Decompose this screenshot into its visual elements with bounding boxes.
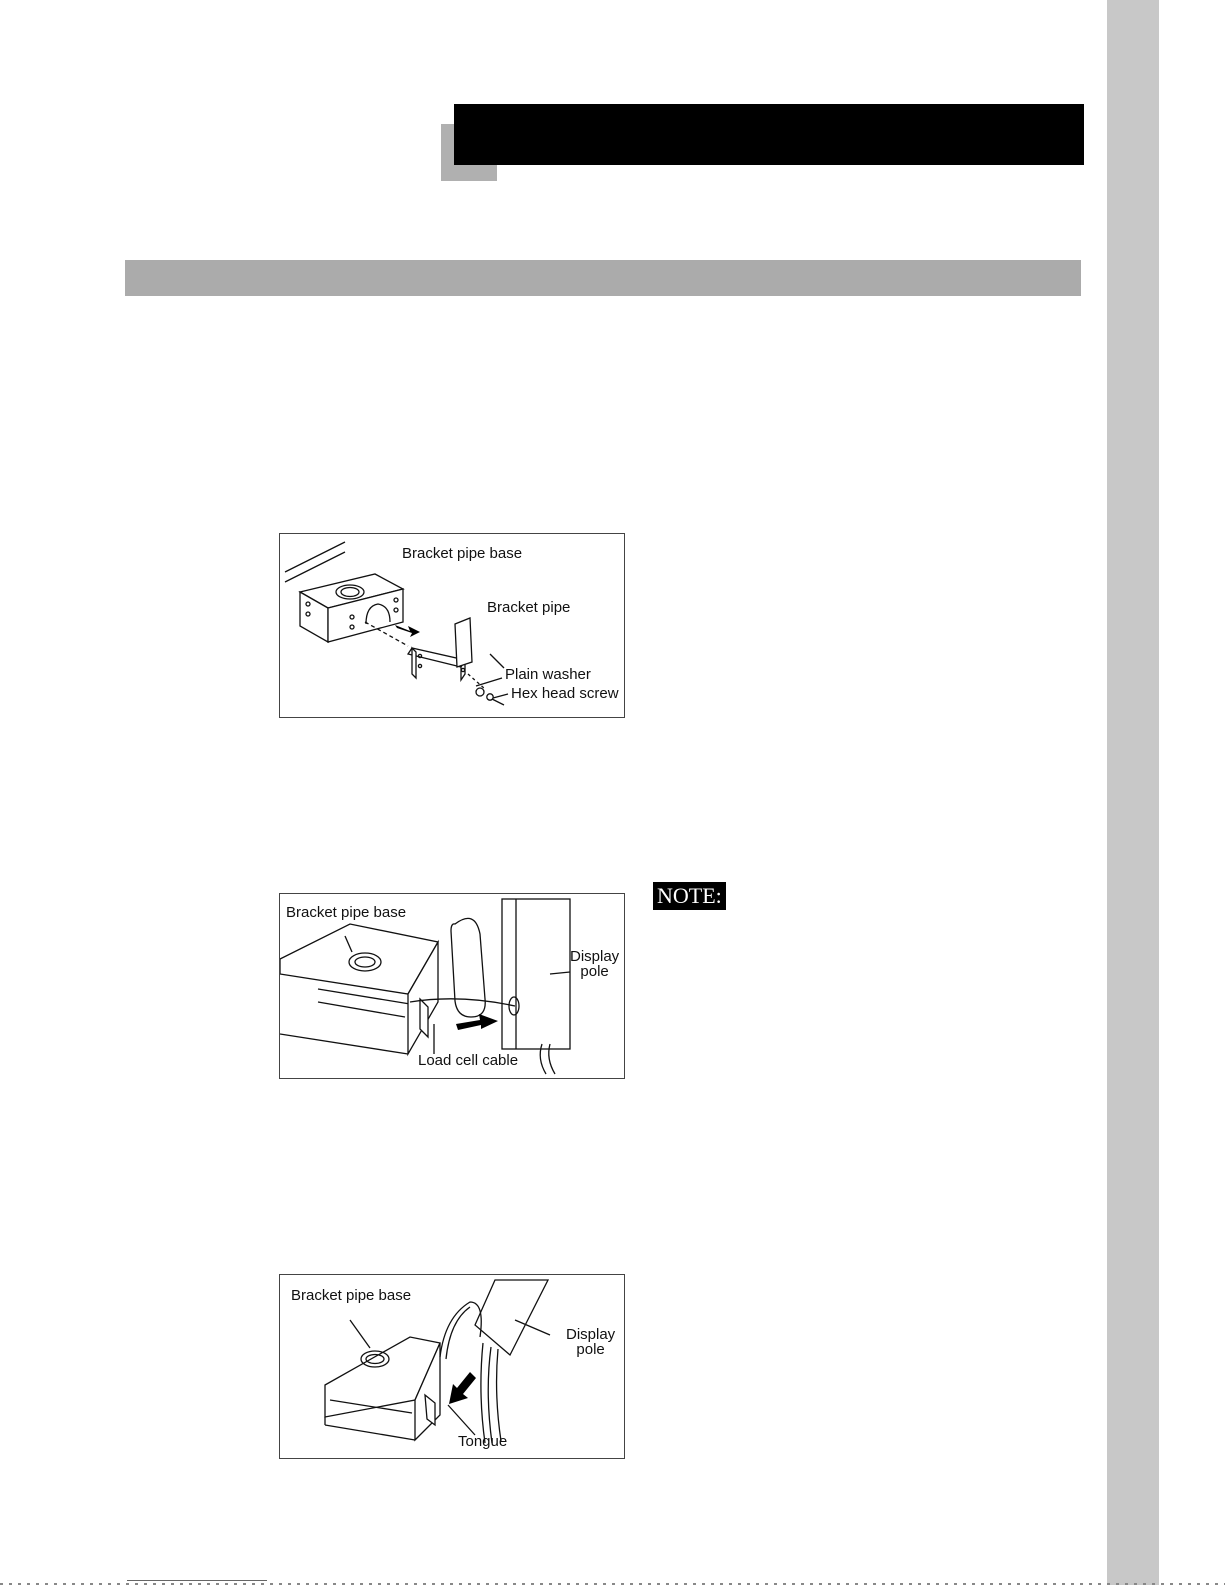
footer-rule (127, 1580, 267, 1581)
label-bracket-pipe-base: Bracket pipe base (402, 545, 523, 562)
figure-display-pole-tongue (279, 1274, 625, 1459)
section-heading-bar (125, 260, 1081, 296)
label-display-pole: Display pole (566, 1326, 616, 1358)
label-bracket-pipe-base: Bracket pipe base (291, 1287, 412, 1304)
label-hex-head-screw: Hex head screw (511, 685, 619, 702)
label-bracket-pipe: Bracket pipe (487, 599, 571, 616)
figure-bracket-pipe-assembly (279, 533, 625, 718)
note-badge: NOTE: (653, 882, 726, 910)
label-display-pole: Display pole (570, 948, 620, 980)
label-plain-washer: Plain washer (505, 666, 591, 683)
label-tongue: Tongue (458, 1433, 508, 1450)
label-load-cell-cable: Load cell cable (418, 1052, 519, 1069)
chapter-side-tab (1107, 0, 1159, 1585)
chapter-title-bar (454, 104, 1084, 165)
figure-load-cell-cable (279, 893, 625, 1079)
label-bracket-pipe-base: Bracket pipe base (286, 904, 407, 921)
load-cell-cable-illustration (280, 894, 624, 1078)
